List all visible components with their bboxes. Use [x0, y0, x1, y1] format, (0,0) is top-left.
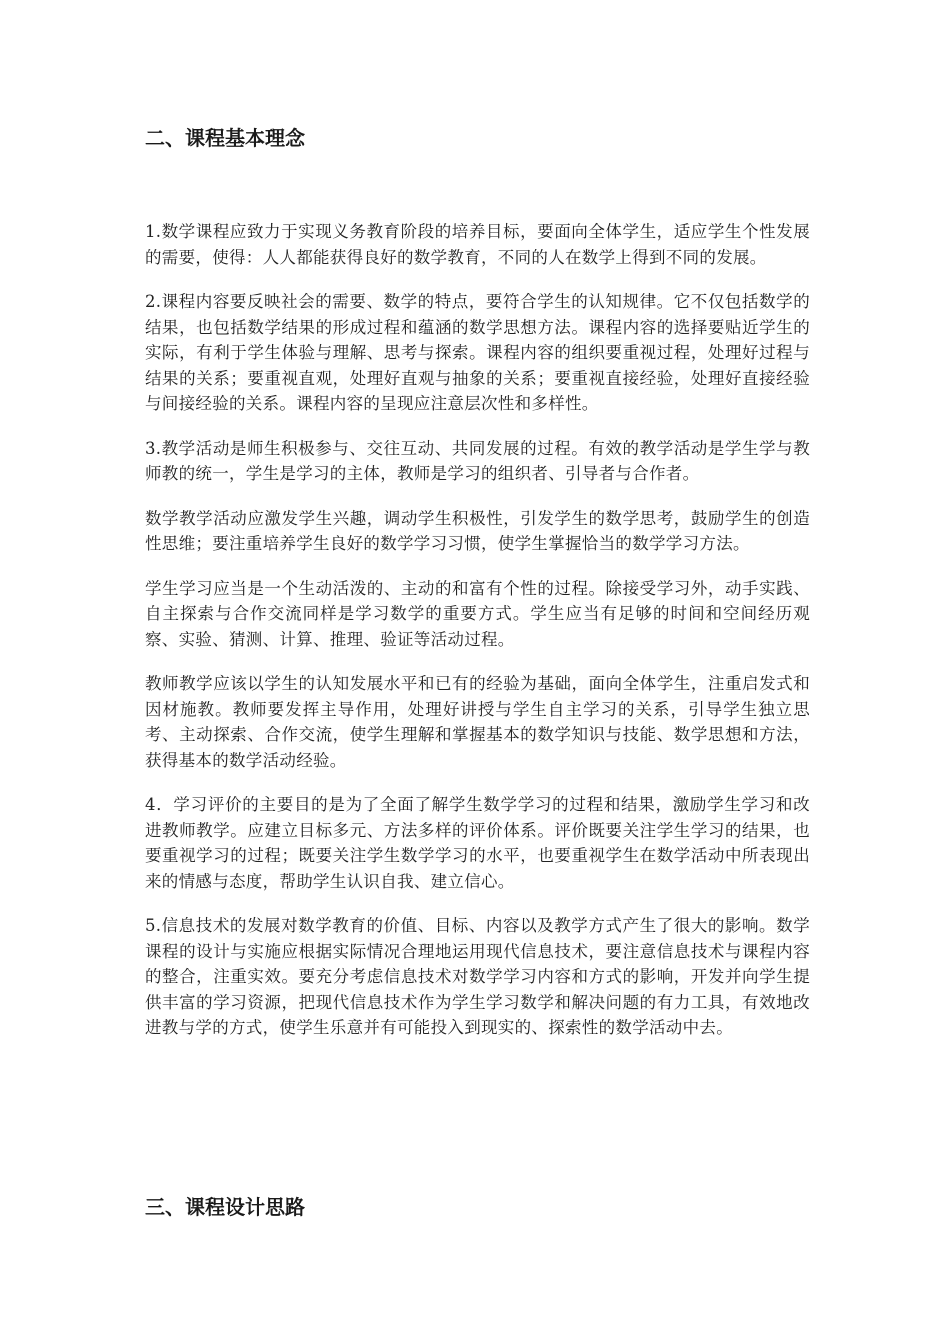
section-body — [145, 219, 810, 1060]
paragraph-1: 1.数学课程应致力于实现义务教育阶段的培养目标，要面向全体学生，适应学生个性发展的需要，使得：人人都能获得良好的数学教育，不同的人在数学上得到不同的发展。 — [145, 222, 810, 267]
paragraph-3: 3.教学活动是师生积极参与、交往互动、共同发展的过程。有效的教学活动是学生学与教师教的统一，学生是学习的主体，教师是学习的组织者、引导者与合作者。 — [145, 438, 810, 483]
paragraph-8: 5.信息技术的发展对数学教育的价值、目标、内容以及教学方式产生了很大的影响。数学课程的设计与实施应根据实际情况合理地运用现代信息技术，要注意信息技术与课程内容的整合，注重实效。要充分考虑信息技术对数学学习内容和方式的影响，开发并向学生提供丰富的学习资源，把现代信息技术作为学生学习数学和解决问题的有力工具，有效地改进教与学的方式，使学生乐意并有可能投入到现实的、探索性的数学活动中去。 — [145, 916, 810, 1037]
paragraph-7: 4．学习评价的主要目的是为了全面了解学生数学学习的过程和结果，激励学生学习和改进教师教学。应建立目标多元、方法多样的评价体系。评价既要关注学生学习的结果，也要重视学习的过程；既要关注学生数学学习的水平，也要重视学生在数学活动中所表现出来的情感与态度，帮助学生认识自我、建立信心。 — [145, 795, 810, 891]
paragraph-5: 学生学习应当是一个生动活泼的、主动的和富有个性的过程。除接受学习外，动手实践、自主探索与合作交流同样是学习数学的重要方式。学生应当有足够的时间和空间经历观察、实验、猜测、计算、推理、验证等活动过程。 — [145, 578, 810, 649]
section-heading-three: 三、课程设计思路 — [145, 1195, 305, 1219]
paragraph-2: 2.课程内容要反映社会的需要、数学的特点，要符合学生的认知规律。它不仅包括数学的结果，也包括数学结果的形成过程和蕴涵的数学思想方法。课程内容的选择要贴近学生的实际，有利于学生体验与理解、思考与探索。课程内容的组织要重视过程，处理好过程与结果的关系；要重视直观，处理好直观与抽象的关系；要重视直接经验，处理好直接经验与间接经验的关系。课程内容的呈现应注意层次性和多样性。 — [145, 292, 810, 413]
paragraph-6: 教师教学应该以学生的认知发展水平和已有的经验为基础，面向全体学生，注重启发式和因材施教。教师要发挥主导作用，处理好讲授与学生自主学习的关系，引导学生独立思考、主动探索、合作交流，使学生理解和掌握基本的数学知识与技能、数学思想和方法，获得基本的数学活动经验。 — [145, 674, 810, 770]
paragraph-4: 数学教学活动应激发学生兴趣，调动学生积极性，引发学生的数学思考，鼓励学生的创造性思维；要注重培养学生良好的数学学习习惯，使学生掌握恰当的数学学习方法。 — [145, 508, 810, 553]
section-heading-two: 二、课程基本理念 — [145, 126, 305, 150]
